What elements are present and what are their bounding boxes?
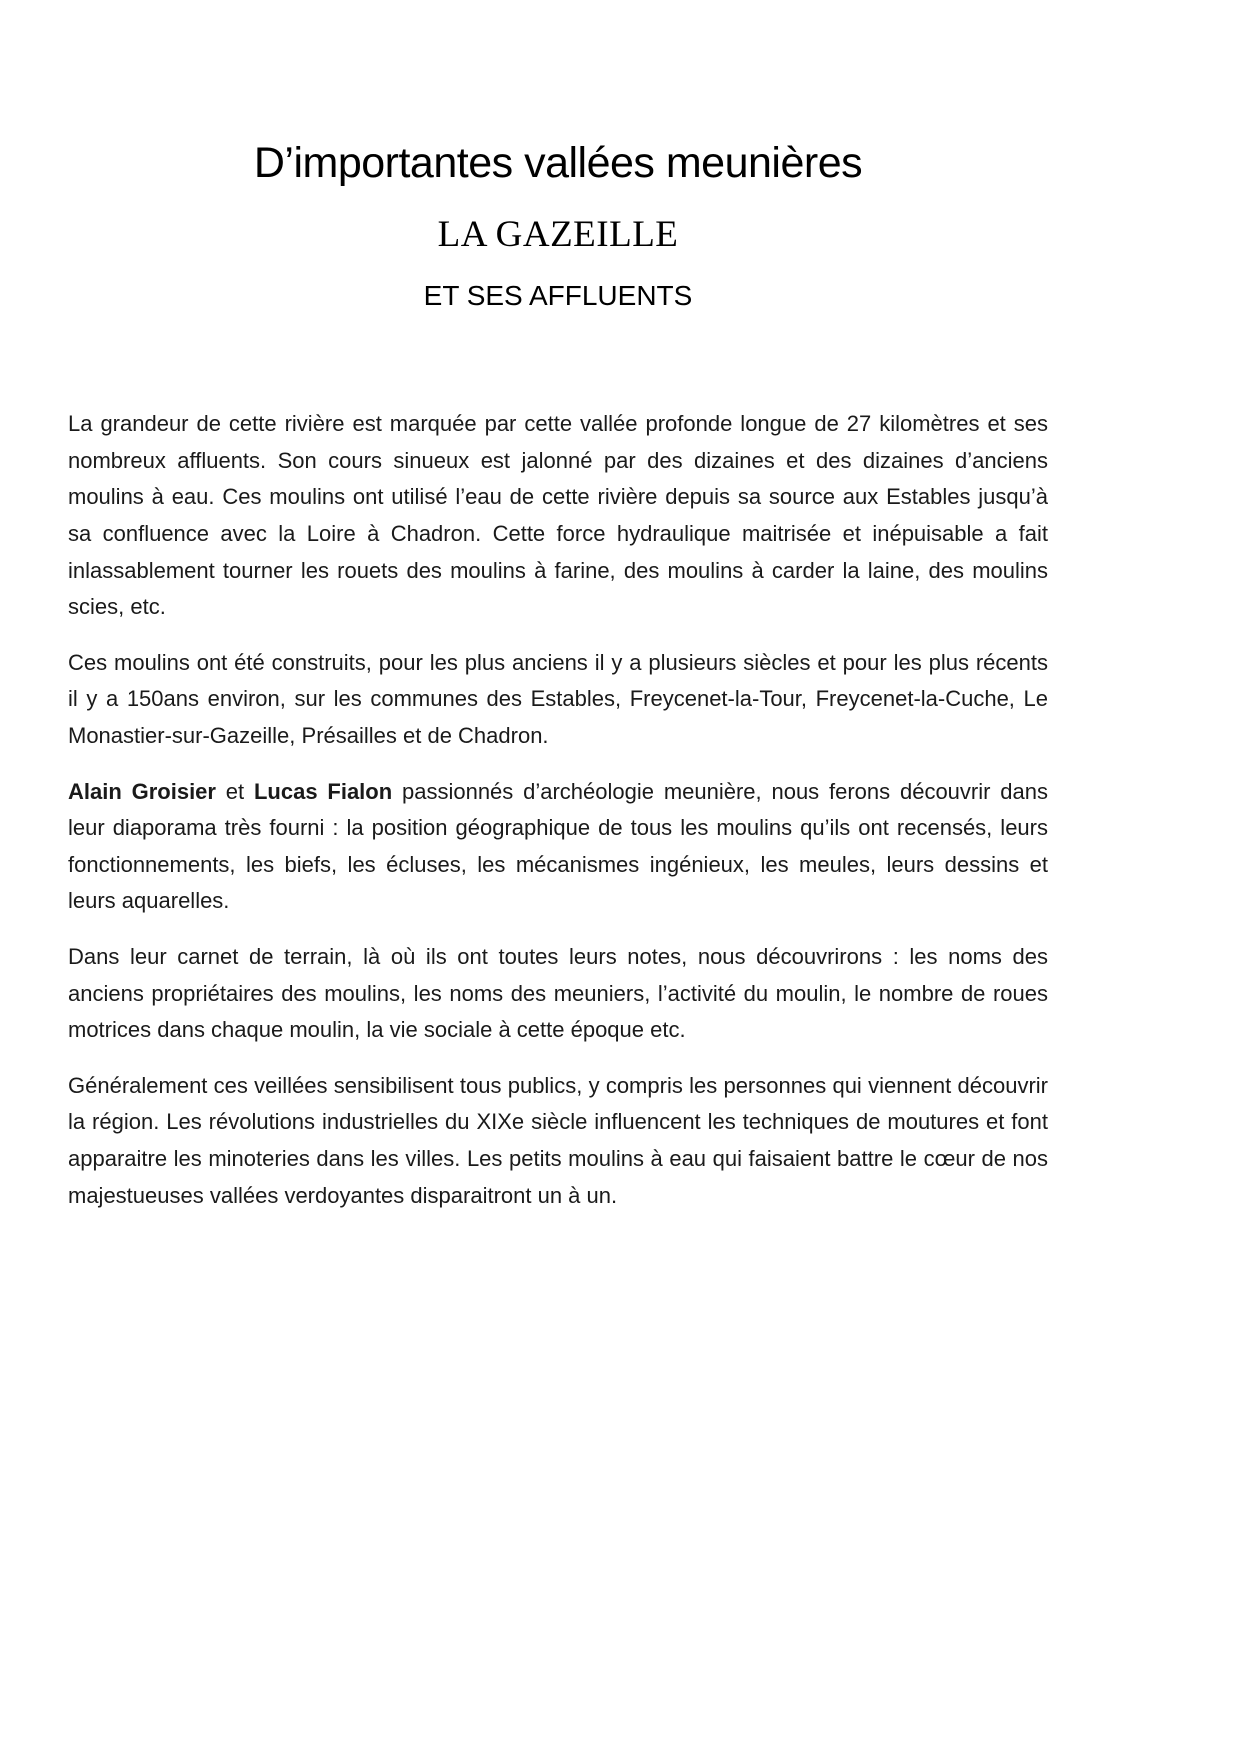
presenter-name-alain-groisier: Alain Groisier xyxy=(68,778,216,804)
document-body xyxy=(68,406,1048,1214)
paragraph-river-description: La grandeur de cette rivière est marquée par cette vallée profonde longue de 27 kilomètres et ses nombreux affluents. Son cours sinueux est jalonné par des dizaines et des dizaines d’anciens moulins à eau. Ces moulins ont utilisé l’eau de cette rivière depuis sa source aux Estables jusqu’à sa confluence avec la Loire à Chadron. Cette force hydraulique maitrisée et inépuisable a fait inlassablement tourner les rouets des moulins à farine, des moulins à carder la laine, des moulins scies, etc. xyxy=(68,411,1048,620)
document-subsubtitle: ET SES AFFLUENTS xyxy=(423,279,693,311)
paragraph-presenters xyxy=(68,774,1048,920)
document-subtitle: LA GAZEILLE xyxy=(437,213,679,255)
paragraph-presenters-body: passionnés d’archéologie meunière, nous ferons découvrir dans leur diaporama très fourni : la position géographique de tous les moulins qu’ils ont recensés, leurs fonctionnements, les biefs, les écluses, les mécanismes ingénieux, les meules, leurs dessins et leurs aquarelles. xyxy=(68,778,1048,914)
document-title: D’importantes vallées meunières xyxy=(253,139,863,187)
paragraph-conclusion: Généralement ces veillées sensibilisent tous publics, y compris les personnes qui viennent découvrir la région. Les révolutions industrielles du XIXe siècle influencent les techniques de moutures et font apparaitre les minoteries dans les villes. Les petits moulins à eau qui faisaient battre le cœur de nos majestueuses vallées verdoyantes disparaitront un à un. xyxy=(68,1072,1048,1208)
paragraph-presenters-connector: et xyxy=(215,778,254,804)
presenter-name-lucas-fialon: Lucas Fialon xyxy=(253,778,393,804)
paragraph-mills-history: Ces moulins ont été construits, pour les plus anciens il y a plusieurs siècles et pour les plus récents il y a 150ans environ, sur les communes des Estables, Freycenet-la-Tour, Freycenet-la-Cuche, Le Monastier-sur-Gazeille, Présailles et de Chadron. xyxy=(68,649,1048,748)
paragraph-field-notebook: Dans leur carnet de terrain, là où ils ont toutes leurs notes, nous découvrirons : les noms des anciens propriétaires des moulins, les noms des meuniers, l’activité du moulin, le nombre de roues motrices dans chaque moulin, la vie sociale à cette époque etc. xyxy=(68,943,1048,1043)
